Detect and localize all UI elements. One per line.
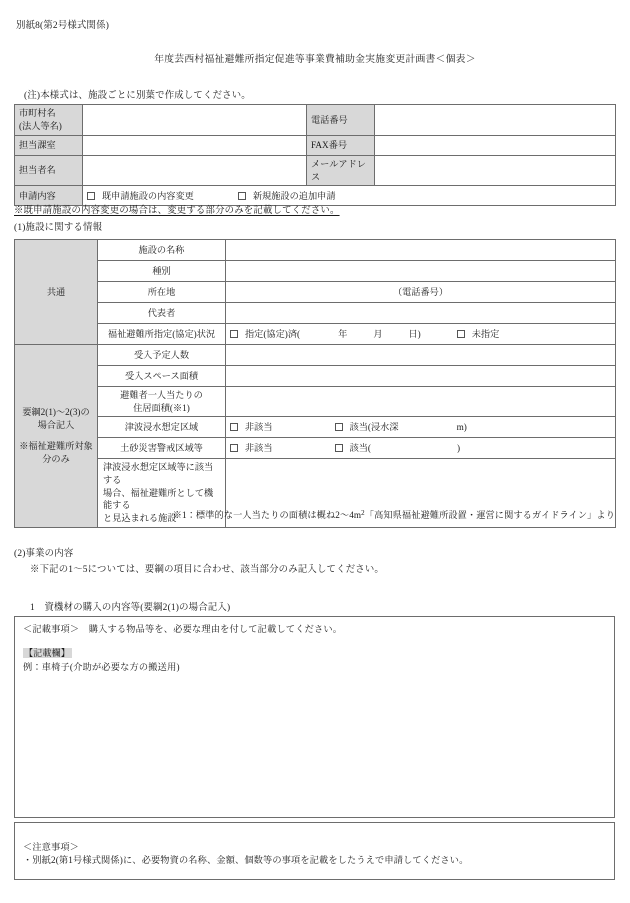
footnote-prefix: ※1：標準的な一人当たりの面積は概ね2～4 xyxy=(172,510,354,520)
checkbox-existing-facility-change[interactable] xyxy=(87,192,95,200)
checkbox-new-facility-addition[interactable] xyxy=(238,192,246,200)
option-not-designated-label: 未指定 xyxy=(471,328,500,339)
group-outline-line1: 要綱2(1)～2(3)の xyxy=(22,407,90,418)
caution-line-1: ・別紙2(第1号様式関係)に、必要物資の名称、金額、個数等の事項を記載をしたうえで申請してください。 xyxy=(23,855,469,866)
table-row xyxy=(15,156,616,186)
table-row xyxy=(15,417,616,438)
group-outline-line2: 場合記入 xyxy=(37,419,75,430)
option-tsunami-applicable-label: 該当(浸水深 xyxy=(349,422,399,433)
table-row xyxy=(15,261,616,282)
per-person-area-label xyxy=(98,387,226,417)
section-1-heading: (1)施設に関する情報 xyxy=(14,223,103,233)
entry-box-example: 例：車椅子(介助が必要な方の搬送用) xyxy=(23,661,180,672)
table-row xyxy=(15,324,616,345)
table-row xyxy=(15,303,616,324)
entry-box-spacer xyxy=(23,636,606,647)
table-row xyxy=(15,438,616,459)
entry-box-description: ＜記載事項＞ 購入する物品等を、必要な理由を付して記載してください。 xyxy=(23,624,343,634)
facility-name-field[interactable] xyxy=(226,240,616,261)
footnote-unit: $m^2$ xyxy=(353,509,365,520)
entry-box-label-row xyxy=(23,647,606,660)
fax-label: FAX番号 xyxy=(307,136,375,156)
landslide-detail-close: ) xyxy=(457,443,461,454)
contact-person-label: 担当者名 xyxy=(15,156,83,186)
checkbox-designated[interactable] xyxy=(230,330,238,338)
facility-representative-label: 代表者 xyxy=(98,303,226,324)
checkbox-not-designated[interactable] xyxy=(457,330,465,338)
group-outline-spacer xyxy=(19,431,93,440)
facility-type-label: 種別 xyxy=(98,261,226,282)
group-outline-line3: ※福祉避難所対象 xyxy=(19,441,93,452)
fax-field[interactable] xyxy=(375,136,616,156)
email-field[interactable] xyxy=(375,156,616,186)
tsunami-zone-label: 津波浸水想定区域 xyxy=(98,417,226,438)
checkbox-tsunami-applicable[interactable] xyxy=(335,423,343,431)
facility-representative-field[interactable] xyxy=(226,303,616,324)
function-expectation-line3: と見込まれる施設 xyxy=(103,513,177,524)
landslide-zone-label: 土砂災害警戒区域等 xyxy=(98,438,226,459)
option-landslide-applicable-label: 該当( xyxy=(349,443,371,454)
application-type-options xyxy=(83,186,616,206)
tsunami-zone-options xyxy=(226,417,616,438)
option-designated-label: 指定(協定)済( xyxy=(245,328,301,339)
caution-title: ＜注意事項＞ xyxy=(23,842,80,852)
table-row xyxy=(15,186,616,206)
facility-type-field[interactable] xyxy=(226,261,616,282)
phone-label: 電話番号 xyxy=(307,105,375,136)
facility-address-field[interactable]: （電話番号） xyxy=(226,282,616,303)
table-row xyxy=(15,282,616,303)
facility-information-table xyxy=(14,239,616,528)
designation-month-label: 月 xyxy=(373,328,383,339)
function-expectation-line1: 津波浸水想定区域等に該当する xyxy=(103,462,214,486)
designation-status-label: 福祉避難所指定(協定)状況 xyxy=(98,324,226,345)
department-field[interactable] xyxy=(83,136,307,156)
applicant-table xyxy=(14,104,616,206)
function-expectation-line2: 場合、福祉避難所として機能する xyxy=(103,487,214,511)
per-person-area-field[interactable] xyxy=(226,387,616,417)
table-row xyxy=(15,240,616,261)
option-landslide-not-applicable-label: 非該当 xyxy=(245,443,273,454)
tsunami-depth-unit: m) xyxy=(456,422,467,433)
footnote-area-standard xyxy=(0,508,615,522)
table-row xyxy=(15,105,616,136)
item-1-heading: 1 資機材の購入の内容等(要綱2(1)の場合記入) xyxy=(30,603,231,613)
footnote-suffix: 「高知県福祉避難所設置・運営に関するガイドライン」より xyxy=(364,510,615,520)
per-person-area-line1: 避難者一人当たりの xyxy=(120,390,203,400)
equipment-entry-box[interactable] xyxy=(14,616,615,818)
entry-box-label: 【記載欄】 xyxy=(24,648,70,659)
table-row xyxy=(15,366,616,387)
designation-year-label: 年 xyxy=(338,328,348,339)
designation-status-options xyxy=(226,324,616,345)
landslide-zone-options xyxy=(226,438,616,459)
table-row xyxy=(15,387,616,417)
group-outline-label xyxy=(15,345,98,528)
checkbox-tsunami-not-applicable[interactable] xyxy=(230,423,238,431)
municipality-name-field[interactable] xyxy=(83,105,307,136)
group-outline-line4: 分のみ xyxy=(42,454,70,465)
space-area-field[interactable] xyxy=(226,366,616,387)
space-area-label: 受入スペース面積 xyxy=(98,366,226,387)
per-person-area-line2: 住居面積(※1) xyxy=(133,402,190,413)
option-tsunami-not-applicable-label: 非該当 xyxy=(245,422,273,433)
form-note: (注)本様式は、施設ごとに別葉で作成してください。 xyxy=(24,91,251,101)
facility-address-label: 所在地 xyxy=(98,282,226,303)
email-label: メールアドレス xyxy=(307,156,375,186)
expected-capacity-label: 受入予定人数 xyxy=(98,345,226,366)
checkbox-landslide-applicable[interactable] xyxy=(335,444,343,452)
option-existing-facility-change-label: 既申請施設の内容変更 xyxy=(102,190,194,201)
phone-field[interactable] xyxy=(375,105,616,136)
designation-day-label: 日) xyxy=(408,328,421,339)
facility-name-label: 施設の名称 xyxy=(98,240,226,261)
table-row xyxy=(15,345,616,366)
checkbox-landslide-not-applicable[interactable] xyxy=(230,444,238,452)
municipality-name-line1: 市町村名 xyxy=(19,108,56,119)
contact-person-field[interactable] xyxy=(83,156,307,186)
section-2-heading: (2)事業の内容 xyxy=(14,549,74,559)
page-title: 年度芸西村福祉避難所指定促進等事業費補助金実施変更計画書＜個表＞ xyxy=(154,54,476,65)
document-reference: 別紙8(第2号様式関係) xyxy=(16,21,110,31)
option-new-facility-addition-label: 新規施設の追加申請 xyxy=(252,190,336,201)
caution-box xyxy=(14,822,615,880)
section-1-warning: ※既申請施設の内容変更の場合は、変更する部分のみを記載してください。 xyxy=(14,206,340,216)
section-2-note: ※下記の1～5については、要綱の項目に合わせ、該当部分のみ記入してください。 xyxy=(30,565,385,575)
expected-capacity-field[interactable] xyxy=(226,345,616,366)
municipality-name-line2: (法人等名) xyxy=(19,121,62,131)
group-common-label: 共通 xyxy=(15,240,98,345)
application-type-label: 申請内容 xyxy=(15,186,83,206)
department-label: 担当課室 xyxy=(15,136,83,156)
municipality-name-label xyxy=(15,105,83,136)
table-row xyxy=(15,136,616,156)
